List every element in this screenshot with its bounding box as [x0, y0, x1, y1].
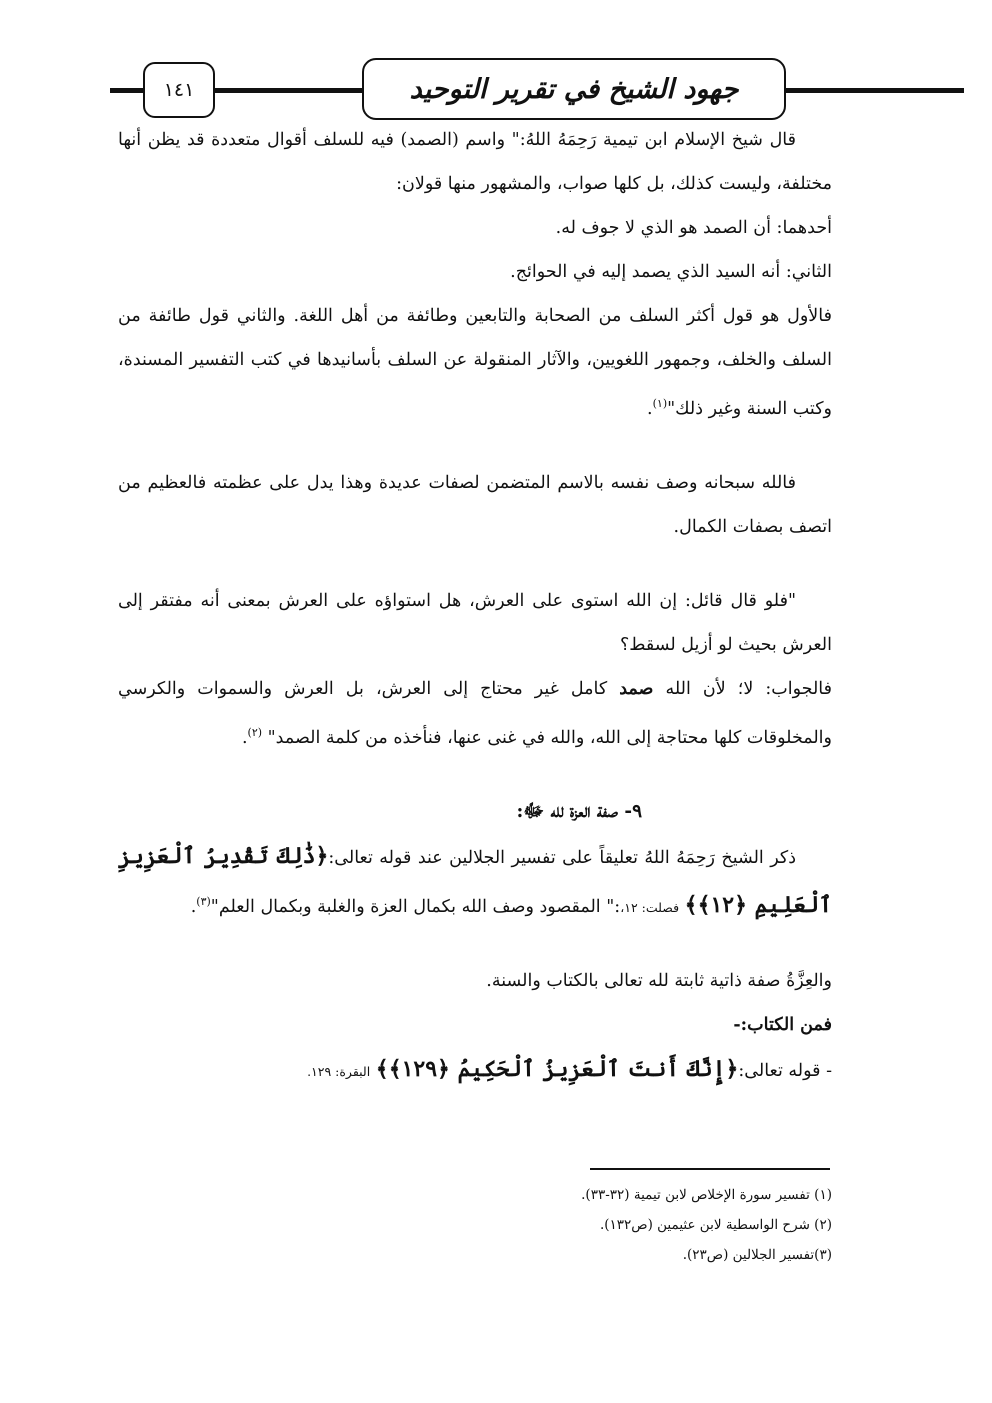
footnote-separator [590, 1168, 830, 1170]
paragraph: فالله سبحانه وصف نفسه بالاسم المتضمن لصفات عديدة وهذا يدل على عظمته فالعظيم من اتصف بصفات الكمال. [118, 472, 832, 537]
paragraph [118, 1047, 832, 1094]
paragraph: أحدهما: أن الصمد هو الذي لا جوف له. [555, 218, 832, 238]
paragraph: والعِزَّةُ صفة ذاتية ثابتة لله تعالى بالكتاب والسنة. [486, 971, 832, 992]
paragraph: الثاني: أنه السيد الذي يصمد إليه في الحوائج. [510, 262, 832, 282]
paragraph-text: - قوله تعالى: [738, 1061, 832, 1082]
quran-verse: ﴿ذَٰلِكَ تَقْدِيرُ ٱلْعَزِيزِ ٱلْعَلِيمِ ﴿١٢﴾﴾ [118, 842, 832, 918]
page-number: ١٤١ [143, 62, 215, 118]
section-heading: ٩- صفة العزة لله ﷻ: [516, 800, 642, 822]
quran-verse: ﴿إِنَّكَ أَنتَ ٱلْعَزِيزُ ٱلْحَكِيمُ ﴿١٢٩﴾﴾ [375, 1056, 739, 1083]
footnotes [480, 1180, 832, 1270]
subheading: فمن الكتاب:- [733, 1015, 832, 1036]
footnote-marker: (٢) [247, 725, 263, 739]
paragraph-text: كامل غير محتاج إلى العرش، بل العرش والسموات والكرسي والمخلوقات كلها محتاجة إلى الله، والله في غنى عنها، فنأخذه من كلمة الصمد" [118, 678, 832, 748]
paragraph-text: فالأول هو قول أكثر السلف من الصحابة والتابعين وطائفة من أهل اللغة. والثاني قول طائفة من السلف والخلف، وجمهور اللغويين، والآثار المنقولة عن السلف بأسانيدها في كتب التفسير المسندة، وكتب السنة وغير ذلك" [118, 306, 832, 419]
bold-term: صمد [619, 678, 654, 699]
page-body [118, 118, 832, 1094]
footnote-marker: (٣) [196, 894, 211, 908]
footnote: (٣)تفسير الجلالين (ص٢٣). [682, 1247, 832, 1263]
paragraph: فالجواب: لا؛ لأن الله صمد كامل غير محتاج إلى العرش، بل العرش والسموات والكرسي والمخلوقات كلها محتاجة إلى الله، والله في غنى عنها، فنأخذه من كلمة الصمد" $^{(٢)}$. [118, 678, 832, 748]
paragraph-text: فالجواب: لا؛ لأن الله [665, 678, 832, 699]
paragraph-text: :" المقصود وصف الله بكمال العزة والغلبة وبكمال العلم" [210, 896, 621, 917]
verse-reference: فصلت: ١٢، [620, 899, 680, 915]
running-title: جهود الشيخ في تقرير التوحيد [362, 58, 786, 120]
paragraph-text: ذكر الشيخ رَحِمَهُ اللهُ تعليقاً على تفسير الجلالين عند قوله تعالى: [328, 847, 796, 868]
footnote-marker: (١) [652, 397, 668, 410]
paragraph: "فلو قال قائل: إن الله استوى على العرش، هل استواؤه على العرش بمعنى أنه مفتقر إلى العرش بحيث لو أزيل لسقط؟ [118, 590, 832, 655]
verse-reference: البقرة: ١٢٩. [307, 1064, 371, 1080]
paragraph: فالأول هو قول أكثر السلف من الصحابة والتابعين وطائفة من أهل اللغة. والثاني قول طائفة من السلف والخلف، وجمهور اللغويين، والآثار المنقولة عن السلف بأسانيدها في كتب التفسير المسندة، وكتب السنة وغير ذلك"$^{(١)}$. [118, 306, 832, 419]
footnote: (١) تفسير سورة الإخلاص لابن تيمية (٣٢-٣٣). [581, 1187, 832, 1203]
footnote: (٢) شرح الواسطية لابن عثيمين (ص١٣٢). [599, 1217, 832, 1233]
paragraph: ذكر الشيخ رَحِمَهُ اللهُ تعليقاً على تفسير الجلالين عند قوله تعالى:﴿ذَٰلِكَ تَقْدِيرُ ٱلْعَزِيزِ ٱلْعَلِيمِ ﴿١٢﴾﴾ فصلت: ١٢،:" المقصود وصف الله بكمال العزة والغلبة وبكمال العلم"$^{(٣)}$. [118, 842, 832, 918]
paragraph: قال شيخ الإسلام ابن تيمية رَحِمَهُ اللهُ:" واسم (الصمد) فيه للسلف أقوال متعددة قد يظن أنها مختلفة، وليست كذلك، بل كلها صواب، والمشهور منها قولان: [118, 130, 832, 194]
